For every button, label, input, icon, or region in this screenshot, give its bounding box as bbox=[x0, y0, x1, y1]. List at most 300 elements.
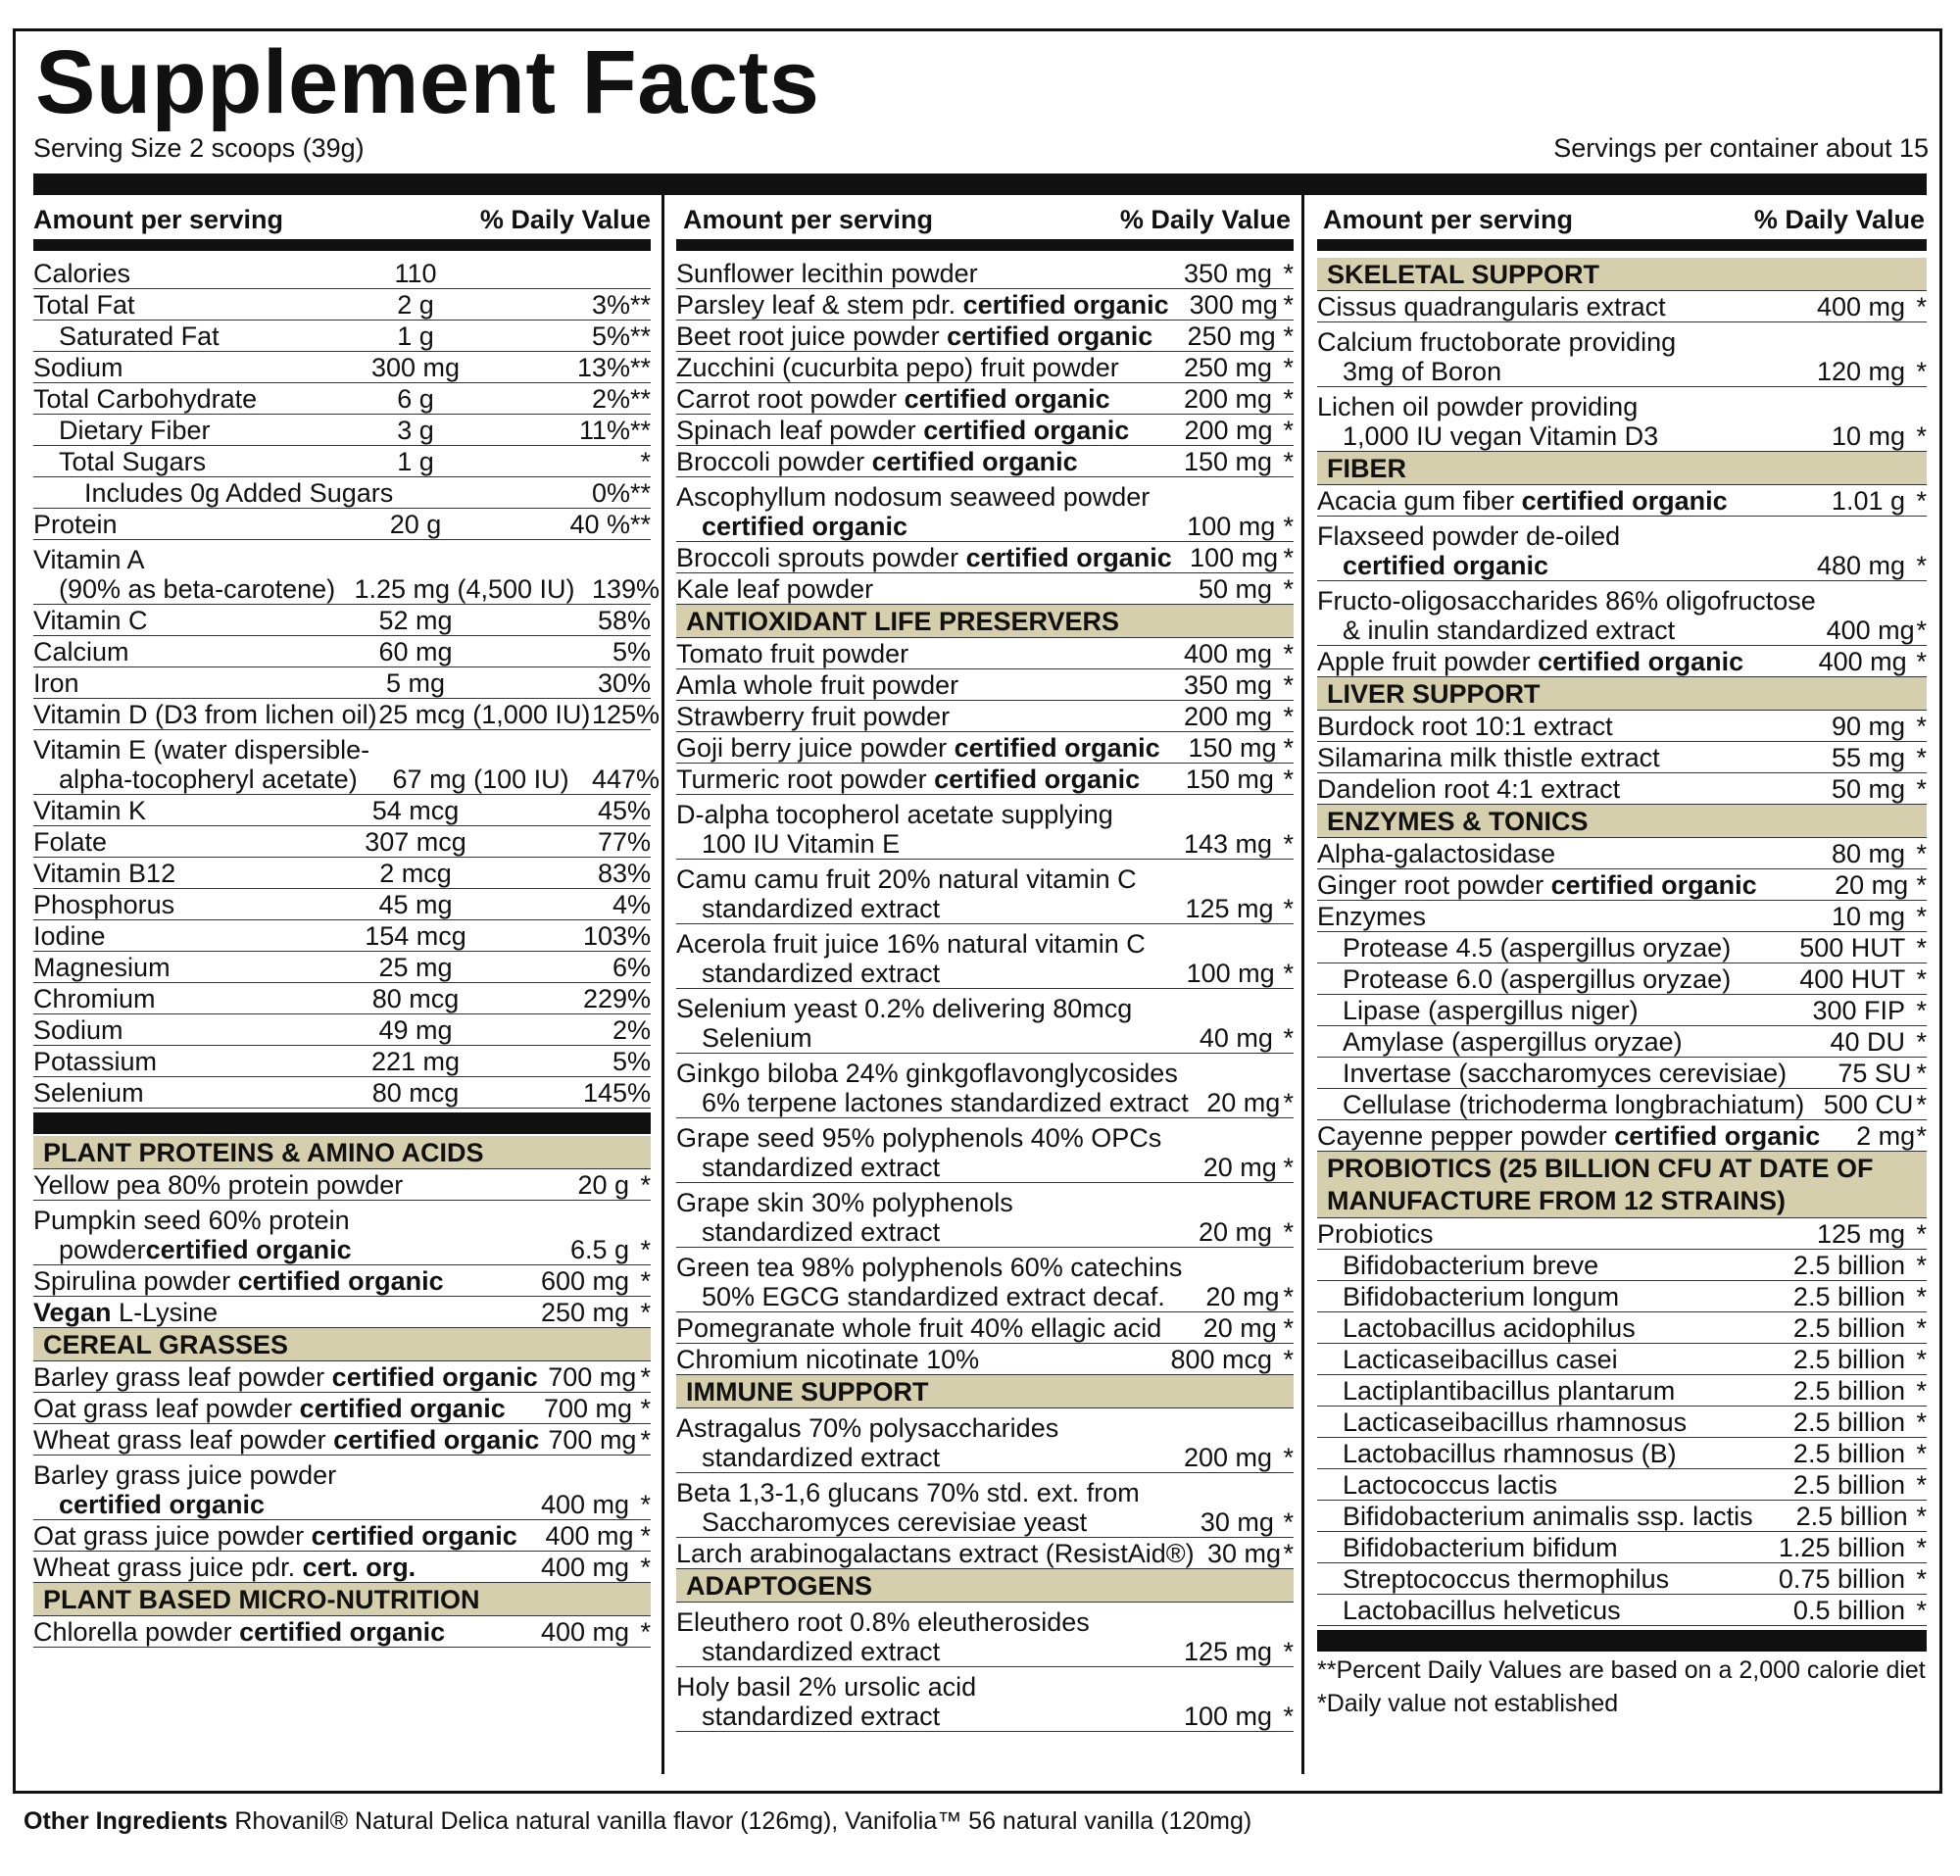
ingredient-name bbox=[33, 1521, 517, 1551]
nutrient-name-line: Potassium bbox=[33, 1047, 158, 1076]
ingredient-name-line: Eleuthero root 0.8% eleutherosides bbox=[676, 1607, 1090, 1637]
certified-organic-label: certified organic bbox=[1343, 551, 1549, 580]
ingredient-name bbox=[676, 765, 1140, 794]
ingredient-name bbox=[1317, 292, 1729, 321]
ingredient-row bbox=[1317, 838, 1927, 869]
ingredient-name-line: Ascophyllum nodosum seaweed powder bbox=[676, 482, 1151, 512]
ingredient-amount: 20 mg bbox=[1205, 1282, 1280, 1311]
ingredient-row bbox=[1317, 1438, 1927, 1469]
nutrient-row bbox=[33, 509, 651, 540]
nutrient-daily-value: 125% bbox=[592, 700, 661, 729]
ingredient-name bbox=[1317, 902, 1729, 931]
ingredient-row bbox=[1317, 932, 1927, 963]
ingredient-amount: 480 mg bbox=[1816, 551, 1905, 580]
ingredient-row bbox=[1317, 869, 1927, 901]
nutrient-amount: 54 mcg bbox=[371, 796, 460, 825]
ingredient-row bbox=[1317, 1026, 1927, 1058]
ingredient-name bbox=[1317, 1219, 1729, 1249]
nutrient-name-line: Vitamin B12 bbox=[33, 859, 176, 888]
ingredient-name-continued: 3mg of Boron bbox=[1343, 357, 1502, 386]
ingredient-name-continued: standardized extract bbox=[702, 1702, 941, 1731]
ingredient-name-continued: standardized extract bbox=[702, 959, 941, 988]
nutrient-name bbox=[33, 321, 342, 351]
ingredient-name bbox=[676, 482, 1150, 541]
ingredient-amount: 400 mg bbox=[540, 1490, 629, 1519]
nutrient-amount: 6 g bbox=[397, 384, 434, 414]
ingredient-row bbox=[33, 1297, 651, 1328]
nutrient-name-line: Vitamin C bbox=[33, 606, 148, 635]
ingredient-name-line: Grape seed 95% polyphenols 40% OPCs bbox=[676, 1123, 1162, 1153]
daily-value-marker: * bbox=[1916, 551, 1927, 580]
section-thick-rule bbox=[33, 1112, 651, 1134]
ingredient-name-line: Sunflower lecithin powder bbox=[676, 259, 978, 288]
daily-value-marker: * bbox=[1283, 384, 1294, 414]
ingredient-row bbox=[676, 352, 1294, 383]
ingredient-row bbox=[676, 446, 1294, 477]
ingredient-row bbox=[33, 1456, 651, 1520]
daily-value-marker: * bbox=[640, 1490, 651, 1519]
nutrient-daily-value: 2% bbox=[612, 1015, 651, 1045]
ingredient-amount: 800 mcg bbox=[1170, 1345, 1272, 1374]
ingredient-amount: 1.01 g bbox=[1831, 486, 1905, 516]
daily-value-marker: * bbox=[1283, 290, 1294, 320]
nutrient-row bbox=[33, 952, 651, 983]
ingredient-name bbox=[33, 1362, 538, 1392]
nutrient-amount: 307 mcg bbox=[365, 827, 466, 857]
ingredient-name-line: Bifidobacterium bifidum bbox=[1343, 1533, 1618, 1562]
ingredient-name-line: Amla whole fruit powder bbox=[676, 670, 959, 700]
ingredient-row bbox=[1317, 1375, 1927, 1407]
ingredient-name bbox=[676, 1672, 1125, 1731]
nutrient-name-line: Selenium bbox=[33, 1078, 144, 1108]
nutrient-row bbox=[33, 667, 651, 699]
nutrient-name bbox=[33, 1015, 342, 1045]
certified-organic-label: certified organic bbox=[311, 1521, 517, 1551]
section-header: ADAPTOGENS bbox=[676, 1569, 1294, 1603]
section-header: IMMUNE SUPPORT bbox=[676, 1375, 1294, 1408]
nutrient-name bbox=[33, 953, 342, 982]
ingredient-row bbox=[676, 542, 1294, 573]
certified-organic-label: certified organic bbox=[904, 384, 1110, 414]
nutrient-daily-value: 6% bbox=[612, 953, 651, 982]
ingredient-name-line: Lacticaseibacillus casei bbox=[1343, 1345, 1618, 1374]
daily-value-marker: * bbox=[1283, 894, 1294, 923]
ingredient-amount: 75 SU bbox=[1838, 1059, 1912, 1088]
daily-value-marker: * bbox=[1916, 1345, 1927, 1374]
nutrient-daily-value: 40 %** bbox=[569, 510, 651, 539]
ingredient-amount: 250 mg bbox=[540, 1298, 629, 1327]
ingredient-name-line: Dandelion root 4:1 extract bbox=[1317, 774, 1621, 804]
ingredient-row bbox=[33, 1265, 651, 1297]
daily-value-marker: * bbox=[1283, 543, 1294, 572]
ingredient-amount: 300 FIP bbox=[1812, 996, 1905, 1025]
ingredient-name-line: Lactiplantibacillus plantarum bbox=[1343, 1376, 1676, 1406]
ingredient-name-line: Holy basil 2% ursolic acid bbox=[676, 1672, 977, 1702]
ingredient-row bbox=[33, 1616, 651, 1648]
section-title: PROBIOTICS (25 BILLION CFU AT DATE OF bbox=[1327, 1154, 1874, 1183]
daily-value-marker: * bbox=[1916, 1251, 1927, 1280]
nutrient-amount: 110 bbox=[394, 259, 437, 288]
nutrient-name bbox=[33, 859, 342, 888]
certified-organic-label: certified organic bbox=[702, 512, 908, 541]
nutrient-amount: 49 mg bbox=[378, 1015, 453, 1045]
ingredient-name bbox=[676, 290, 1169, 320]
ingredient-name-line: Pomegranate whole fruit 40% ellagic acid bbox=[676, 1313, 1162, 1343]
ingredient-amount: 2.5 billion bbox=[1792, 1407, 1905, 1437]
ingredient-name-line: Fructo-oligosaccharides 86% oligofructose bbox=[1317, 586, 1816, 616]
ingredient-name-line: Chlorella powder certified organic bbox=[33, 1617, 446, 1647]
ingredient-name-line: Green tea 98% polyphenols 60% catechins bbox=[676, 1253, 1183, 1282]
ingredient-row bbox=[676, 415, 1294, 446]
nutrient-row bbox=[33, 826, 651, 858]
daily-value-marker: * bbox=[1283, 1217, 1294, 1247]
ingredient-row bbox=[1317, 1120, 1927, 1152]
section-header: PLANT PROTEINS & AMINO ACIDS bbox=[33, 1136, 651, 1169]
nutrient-name bbox=[33, 478, 393, 508]
nutrient-row bbox=[33, 383, 651, 415]
daily-value-marker: * bbox=[1916, 1027, 1927, 1057]
ingredient-name-continued: standardized extract bbox=[702, 894, 941, 923]
ingredient-name bbox=[1317, 1121, 1820, 1151]
nutrient-daily-value: 103% bbox=[582, 921, 651, 951]
servings-per-container: Servings per container about 15 bbox=[1553, 133, 1929, 163]
ingredient-name bbox=[676, 1478, 1140, 1537]
ingredient-name bbox=[676, 800, 1125, 859]
ingredient-row bbox=[676, 1667, 1294, 1732]
ingredient-amount: 0.5 billion bbox=[1792, 1596, 1905, 1625]
daily-value-marker: * bbox=[1916, 616, 1927, 645]
nutrient-name bbox=[33, 416, 342, 445]
col2-header-rule bbox=[676, 239, 1294, 251]
daily-value-marker: * bbox=[1283, 1088, 1294, 1117]
nutrient-row bbox=[33, 258, 651, 289]
ingredient-amount: 6.5 g bbox=[569, 1235, 629, 1264]
nutrient-daily-value: 58% bbox=[597, 606, 651, 635]
ingredient-amount: 700 mg bbox=[548, 1362, 637, 1392]
ingredient-name-line: Acacia gum fiber certified organic bbox=[1317, 486, 1728, 516]
nutrient-name-line: Calories bbox=[33, 259, 131, 288]
ingredient-amount: 80 mg bbox=[1831, 839, 1905, 868]
nutrient-amount: 45 mg bbox=[378, 890, 453, 919]
ingredient-name bbox=[1317, 1027, 1729, 1057]
col1-header-rule bbox=[33, 239, 651, 251]
ingredient-name bbox=[676, 670, 1125, 700]
ingredient-row bbox=[676, 477, 1294, 542]
ingredient-amount: 55 mg bbox=[1831, 743, 1905, 772]
ingredient-row bbox=[676, 701, 1294, 732]
nutrient-name bbox=[33, 290, 342, 320]
nutrient-daily-value: 5% bbox=[612, 1047, 651, 1076]
ingredient-row bbox=[676, 1473, 1294, 1538]
nutrient-name bbox=[33, 796, 342, 825]
ingredient-name bbox=[676, 543, 1172, 572]
daily-value-marker: * bbox=[1283, 1443, 1294, 1472]
ingredient-name-line: Cellulase (trichoderma longbrachiatum) bbox=[1343, 1090, 1805, 1119]
ingredient-amount: 125 mg bbox=[1185, 894, 1274, 923]
ingredient-name bbox=[1317, 586, 1816, 645]
daily-value-marker: * bbox=[1283, 959, 1294, 988]
ingredient-row bbox=[676, 1248, 1294, 1312]
ingredient-amount: 400 mg bbox=[545, 1521, 634, 1551]
serving-size: Serving Size 2 scoops (39g) bbox=[33, 133, 365, 163]
ingredient-amount: 30 mg bbox=[1200, 1507, 1274, 1537]
ingredient-name bbox=[1317, 870, 1757, 900]
ingredient-name bbox=[33, 1394, 506, 1423]
ingredient-name-line: Apple fruit powder certified organic bbox=[1317, 647, 1744, 676]
ingredient-amount: 2 mg bbox=[1856, 1121, 1916, 1151]
ingredient-name-line: Lichen oil powder providing bbox=[1317, 392, 1639, 421]
nutrient-row bbox=[33, 699, 661, 730]
ingredient-name bbox=[1317, 1376, 1729, 1406]
nutrient-name-line: Total Sugars bbox=[59, 447, 207, 476]
certified-organic-label: certified organic bbox=[1538, 647, 1744, 676]
ingredient-row bbox=[1317, 322, 1927, 387]
nutrient-row bbox=[33, 1046, 651, 1077]
ingredient-name bbox=[676, 864, 1137, 923]
ingredient-amount: 125 mg bbox=[1816, 1219, 1905, 1249]
nutrient-amount: 25 mcg (1,000 IU) bbox=[378, 700, 591, 729]
ingredient-row bbox=[33, 1201, 651, 1265]
daily-value-marker: * bbox=[1283, 1702, 1294, 1731]
nutrient-daily-value: 145% bbox=[582, 1078, 651, 1108]
ingredient-row bbox=[1317, 963, 1927, 995]
ingredient-name-continued: standardized extract bbox=[702, 1217, 941, 1247]
ingredient-name-continued: powdercertified organic bbox=[59, 1235, 352, 1264]
nutrient-amount: 5 mg bbox=[385, 668, 446, 698]
daily-value-marker: * bbox=[1283, 1345, 1294, 1374]
nutrient-row bbox=[33, 446, 651, 477]
ingredient-amount: 150 mg bbox=[1183, 447, 1272, 476]
ingredient-name bbox=[1317, 1251, 1729, 1280]
section-thick-rule bbox=[1317, 1630, 1927, 1652]
ingredient-name-line: Barley grass juice powder bbox=[33, 1460, 337, 1490]
nutrient-name-line: Phosphorus bbox=[33, 890, 175, 919]
ingredient-row bbox=[1317, 995, 1927, 1026]
ingredient-name bbox=[1317, 521, 1729, 580]
ingredient-name bbox=[33, 1266, 482, 1296]
ingredient-name-continued: & inulin standardized extract bbox=[1343, 616, 1676, 645]
ingredient-amount: 700 mg bbox=[543, 1394, 633, 1423]
nutrient-amount: 67 mg (100 IU) bbox=[392, 765, 569, 794]
amount-header: Amount per serving bbox=[33, 204, 284, 234]
ingredient-row bbox=[676, 989, 1294, 1054]
bold-prefix: Vegan bbox=[33, 1298, 112, 1327]
daily-value-marker: * bbox=[1283, 447, 1294, 476]
ingredient-name-line: Oat grass leaf powder certified organic bbox=[33, 1394, 506, 1423]
daily-value-marker: * bbox=[1916, 1502, 1927, 1531]
nutrient-name-line: Protein bbox=[33, 510, 118, 539]
ingredient-name-line: Zucchini (cucurbita pepo) fruit powder bbox=[676, 353, 1119, 382]
daily-value-marker: * bbox=[1916, 1470, 1927, 1500]
ingredient-name-line: Invertase (saccharomyces cerevisiae) bbox=[1343, 1059, 1788, 1088]
ingredient-name bbox=[1317, 486, 1729, 516]
certified-organic-label: certified organic bbox=[59, 1490, 266, 1519]
certified-organic-label: certified organic bbox=[299, 1394, 506, 1423]
ingredient-row bbox=[1317, 581, 1927, 646]
ingredient-name-line: Protease 6.0 (aspergillus oryzae) bbox=[1343, 964, 1732, 994]
ingredient-name bbox=[1317, 327, 1729, 386]
daily-value-marker: * bbox=[1916, 421, 1927, 451]
ingredient-row bbox=[1317, 1281, 1927, 1312]
nutrient-row bbox=[33, 540, 661, 605]
nutrient-amount: 2 mcg bbox=[379, 859, 452, 888]
dv-header: % Daily Value bbox=[479, 204, 651, 234]
daily-value-marker: * bbox=[1283, 1282, 1294, 1311]
ingredient-name-line: Alpha-galactosidase bbox=[1317, 839, 1556, 868]
ingredient-row bbox=[33, 1424, 651, 1456]
nutrient-name bbox=[33, 447, 342, 476]
ingredient-name-line: Vegan L-Lysine bbox=[33, 1298, 219, 1327]
nutrient-daily-value: 3%** bbox=[591, 290, 651, 320]
daily-value-marker: * bbox=[1283, 702, 1294, 731]
ingredient-row bbox=[1317, 1344, 1927, 1375]
ingredient-amount: 20 mg bbox=[1202, 1153, 1277, 1182]
ingredient-row bbox=[676, 732, 1294, 764]
ingredient-name-line: Spinach leaf powder certified organic bbox=[676, 416, 1130, 445]
ingredient-amount: 90 mg bbox=[1831, 712, 1905, 741]
ingredient-name-continued bbox=[1317, 551, 1729, 580]
daily-value-marker: * bbox=[640, 1521, 651, 1551]
daily-value-marker: * bbox=[640, 1362, 651, 1392]
certified-organic-label: certified organic bbox=[1614, 1121, 1821, 1151]
ingredient-name bbox=[676, 1413, 1125, 1472]
nutrient-name bbox=[33, 668, 342, 698]
column-divider bbox=[662, 195, 664, 1774]
col2-header bbox=[683, 202, 1291, 237]
ingredient-row bbox=[1317, 291, 1927, 322]
ingredient-name-line: Strawberry fruit powder bbox=[676, 702, 951, 731]
ingredient-name-line: Protease 4.5 (aspergillus oryzae) bbox=[1343, 933, 1732, 963]
daily-value-marker: * bbox=[1283, 1539, 1294, 1568]
ingredient-row bbox=[1317, 1312, 1927, 1344]
nutrient-name-line: Vitamin E (water dispersible- bbox=[33, 735, 370, 765]
certified-organic-label: certified organic bbox=[934, 765, 1141, 794]
nutrient-row bbox=[33, 415, 651, 446]
nutrient-amount: 300 mg bbox=[370, 353, 461, 382]
nutrient-name bbox=[33, 890, 342, 919]
ingredient-name-line: Beta 1,3-1,6 glucans 70% std. ext. from bbox=[676, 1478, 1140, 1507]
ingredient-name-continued: 6% terpene lactones standardized extract bbox=[702, 1088, 1189, 1117]
daily-value-marker: * bbox=[1916, 292, 1927, 321]
nutrient-name-line: Total Fat bbox=[33, 290, 135, 320]
ingredient-name-line: Flaxseed powder de-oiled bbox=[1317, 521, 1621, 551]
nutrient-name bbox=[33, 353, 342, 382]
certified-organic-label: certified organic bbox=[239, 1617, 446, 1647]
ingredient-name-line: Larch arabinogalactans extract (ResistAid®) bbox=[676, 1539, 1195, 1568]
daily-value-marker: * bbox=[1916, 1313, 1927, 1343]
daily-value-marker: * bbox=[1916, 1376, 1927, 1406]
ingredient-name-continued bbox=[676, 512, 1150, 541]
daily-value-marker: * bbox=[1916, 933, 1927, 963]
nutrient-amount: 1 g bbox=[397, 321, 434, 351]
section-header bbox=[1317, 1152, 1927, 1218]
nutrient-name-line: Sodium bbox=[33, 353, 123, 382]
ingredient-name bbox=[1317, 743, 1729, 772]
ingredient-name-line: Parsley leaf & stem pdr. certified organic bbox=[676, 290, 1169, 320]
ingredient-name-continued: standardized extract bbox=[702, 1443, 941, 1472]
nutrient-row bbox=[33, 983, 651, 1014]
ingredient-amount: 40 mg bbox=[1199, 1023, 1273, 1053]
ingredient-amount: 700 mg bbox=[548, 1425, 637, 1455]
daily-value-marker: * bbox=[640, 1235, 651, 1264]
ingredient-name-line: Grape skin 30% polyphenols bbox=[676, 1188, 1013, 1217]
ingredient-name-line: Ginger root powder certified organic bbox=[1317, 870, 1757, 900]
top-thick-rule bbox=[33, 173, 1927, 195]
nutrient-row bbox=[33, 1077, 651, 1109]
ingredient-name bbox=[1317, 996, 1729, 1025]
ingredient-name bbox=[676, 353, 1125, 382]
nutrient-daily-value: 30% bbox=[597, 668, 651, 698]
certified-organic-label: certified organic bbox=[871, 447, 1078, 476]
ingredient-name bbox=[1317, 1090, 1804, 1119]
ingredient-name bbox=[676, 994, 1132, 1053]
daily-value-marker: * bbox=[1916, 712, 1927, 741]
certified-organic-label: certified organic bbox=[1521, 486, 1728, 516]
nutrient-daily-value: 45% bbox=[597, 796, 651, 825]
nutrient-name-line: Vitamin D (D3 from lichen oil) bbox=[33, 700, 377, 729]
ingredient-name bbox=[676, 447, 1125, 476]
nutrient-row bbox=[33, 889, 651, 920]
nutrient-amount: 20 g bbox=[389, 510, 442, 539]
ingredient-row bbox=[1317, 1250, 1927, 1281]
nutrient-name-line: Vitamin K bbox=[33, 796, 147, 825]
ingredient-name bbox=[1317, 1313, 1729, 1343]
nutrient-daily-value: 4% bbox=[612, 890, 651, 919]
nutrient-amount: 60 mg bbox=[378, 637, 453, 666]
section-header: LIVER SUPPORT bbox=[1317, 677, 1927, 711]
ingredient-name-line: Yellow pea 80% protein powder bbox=[33, 1170, 404, 1200]
ingredient-name bbox=[1317, 1502, 1753, 1531]
nutrient-name-line: Saturated Fat bbox=[59, 321, 220, 351]
daily-value-marker: * bbox=[1916, 996, 1927, 1025]
ingredient-name bbox=[676, 733, 1160, 763]
ingredient-row bbox=[676, 669, 1294, 701]
nutrient-amount: 80 mcg bbox=[371, 1078, 460, 1108]
daily-value-marker: * bbox=[1283, 321, 1294, 351]
daily-value-marker: * bbox=[1916, 774, 1927, 804]
ingredient-name bbox=[1317, 1407, 1729, 1437]
daily-value-marker: * bbox=[1283, 1637, 1294, 1666]
nutrient-row bbox=[33, 636, 651, 667]
ingredient-name-line: Wheat grass juice pdr. cert. org. bbox=[33, 1553, 416, 1582]
label-title: Supplement Facts bbox=[35, 32, 820, 132]
nutrient-amount: 154 mcg bbox=[365, 921, 466, 951]
ingredient-name-line: Chromium nicotinate 10% bbox=[676, 1345, 980, 1374]
daily-value-marker: * bbox=[1916, 1564, 1927, 1594]
ingredient-name-continued: 1,000 IU vegan Vitamin D3 bbox=[1343, 421, 1659, 451]
daily-value-marker: * bbox=[1916, 839, 1927, 868]
ingredient-row bbox=[1317, 742, 1927, 773]
ingredient-name-line: Probiotics bbox=[1317, 1219, 1434, 1249]
ingredient-name-line: Beet root juice powder certified organic bbox=[676, 321, 1153, 351]
certified-organic-label: certified organic bbox=[962, 290, 1169, 320]
ingredient-row bbox=[1317, 1407, 1927, 1438]
nutrient-row bbox=[33, 352, 651, 383]
col3-header-rule bbox=[1317, 239, 1927, 251]
ingredient-name bbox=[1317, 964, 1731, 994]
ingredient-amount: 400 mg bbox=[540, 1617, 629, 1647]
ingredient-name-continued: 50% EGCG standardized extract decaf. bbox=[702, 1282, 1165, 1311]
daily-value-marker: * bbox=[1916, 1059, 1927, 1088]
section-header: ANTIOXIDANT LIFE PRESERVERS bbox=[676, 605, 1294, 638]
nutrient-name bbox=[33, 984, 342, 1013]
ingredient-name bbox=[676, 1059, 1189, 1117]
nutrient-amount: 80 mcg bbox=[371, 984, 460, 1013]
ingredient-name-line: Bifidobacterium longum bbox=[1343, 1282, 1620, 1311]
ingredient-row bbox=[676, 795, 1294, 860]
ingredient-name bbox=[1317, 1470, 1729, 1500]
daily-value-marker: * bbox=[1916, 1596, 1927, 1625]
